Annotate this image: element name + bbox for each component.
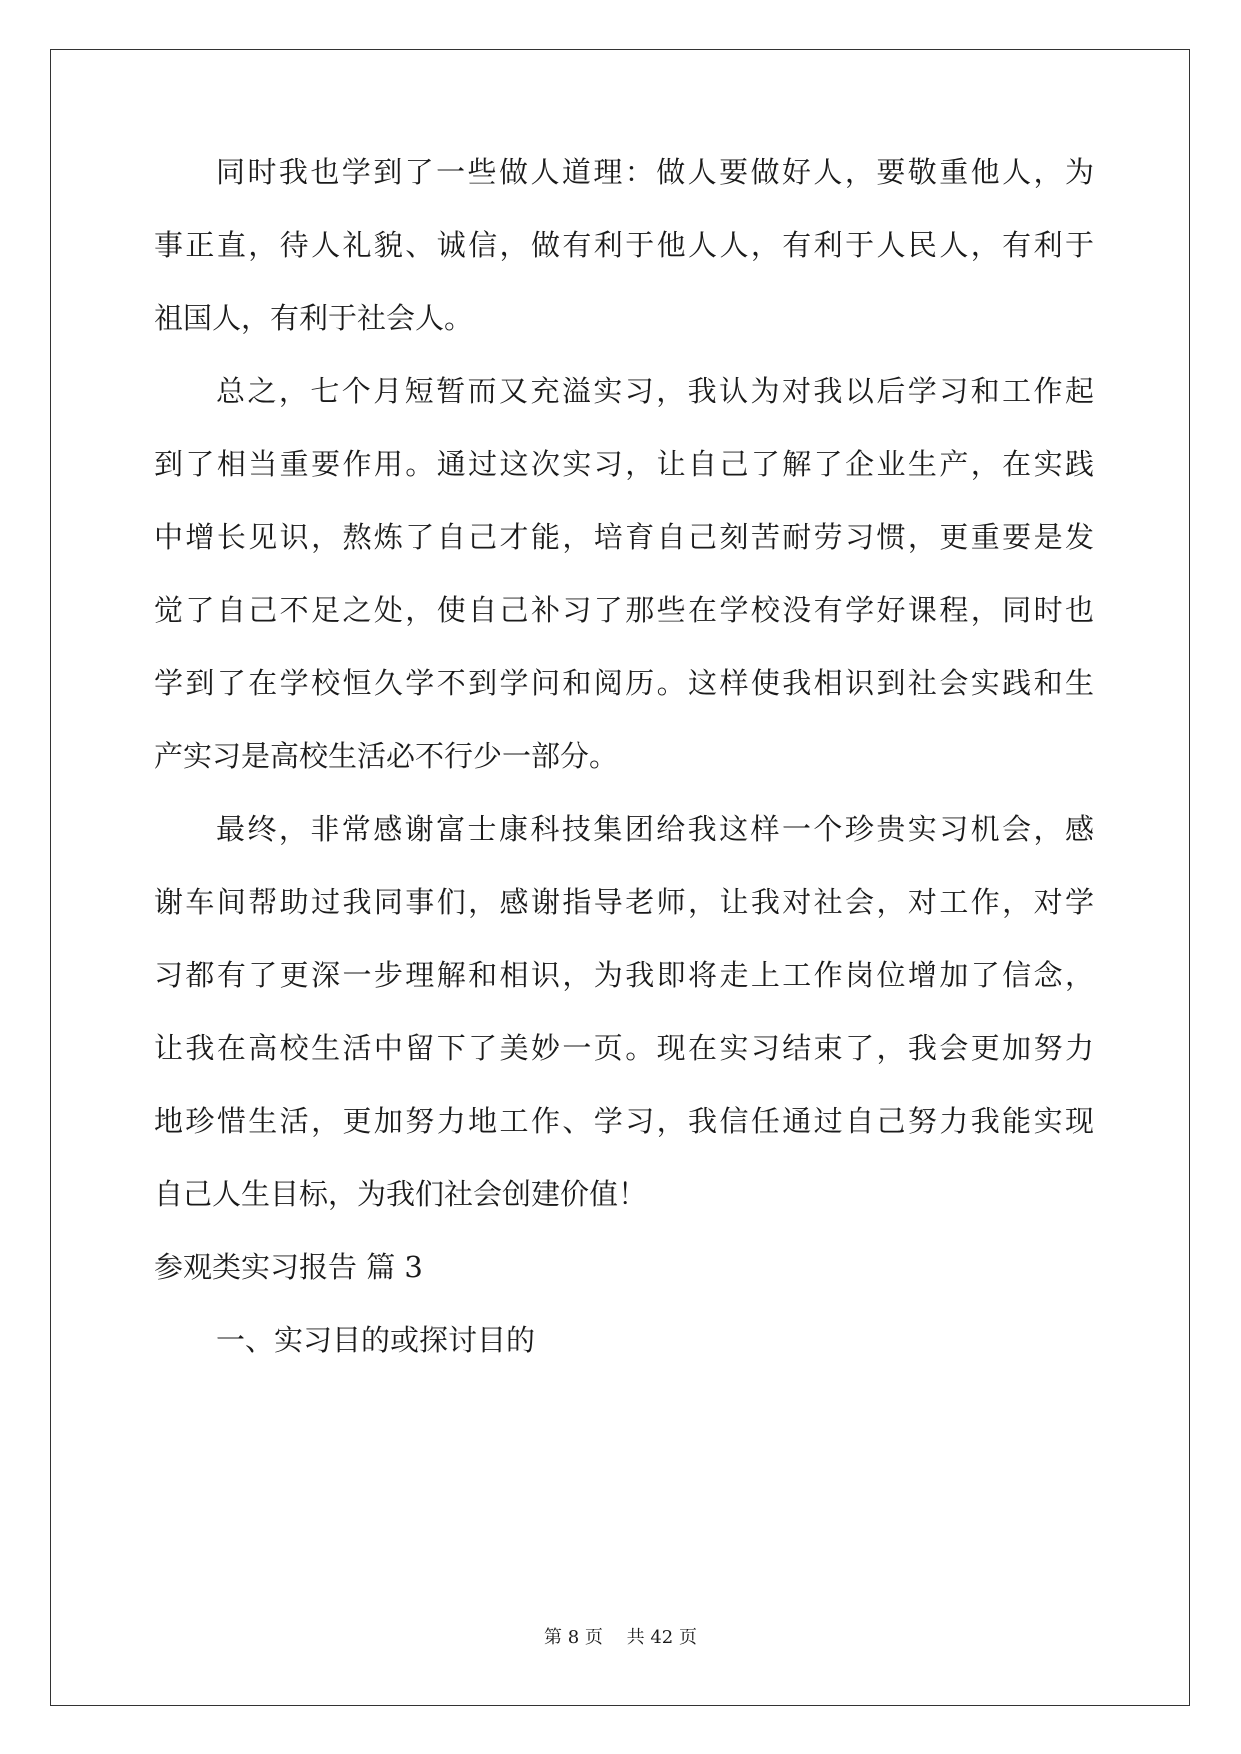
paragraph-3-line-3: 习都有了更深一步理解和相识，为我即将走上工作岗位增加了信念， (154, 958, 1094, 992)
paragraph-1-line-3: 祖国人，有利于社会人。 (154, 301, 474, 335)
paragraph-2-line-4: 觉了自己不足之处，使自己补习了那些在学校没有学好课程，同时也 (154, 593, 1094, 627)
paragraph-2-line-5: 学到了在学校恒久学不到学问和阅历。这样使我相识到社会实践和生 (154, 666, 1094, 700)
paragraph-3-line-4: 让我在高校生活中留下了美妙一页。现在实习结束了，我会更加努力 (154, 1031, 1094, 1065)
paragraph-2-line-2: 到了相当重要作用。通过这次实习，让自己了解了企业生产，在实践 (154, 447, 1094, 481)
paragraph-3-line-1: 最终，非常感谢富士康科技集团给我这样一个珍贵实习机会，感 (216, 812, 1094, 846)
section-heading: 参观类实习报告 篇 3 (154, 1250, 423, 1284)
paragraph-1-line-2: 事正直，待人礼貌、诚信，做有利于他人人，有利于人民人，有利于 (154, 228, 1094, 262)
subheading: 一、实习目的或探讨目的 (216, 1323, 536, 1357)
page-footer: 第 8 页 共 42 页 (544, 1627, 697, 1648)
paragraph-2-line-6: 产实习是高校生活必不行少一部分。 (154, 739, 619, 773)
paragraph-3-line-5: 地珍惜生活，更加努力地工作、学习，我信任通过自己努力我能实现 (154, 1104, 1094, 1138)
paragraph-3-line-2: 谢车间帮助过我同事们，感谢指导老师，让我对社会，对工作，对学 (154, 885, 1094, 919)
paragraph-1-line-1: 同时我也学到了一些做人道理：做人要做好人，要敬重他人，为 (216, 155, 1094, 189)
paragraph-2-line-1: 总之，七个月短暂而又充溢实习，我认为对我以后学习和工作起 (216, 374, 1094, 408)
paragraph-2-line-3: 中增长见识，熬炼了自己才能，培育自己刻苦耐劳习惯，更重要是发 (154, 520, 1094, 554)
paragraph-3-line-6: 自己人生目标，为我们社会创建价值！ (154, 1177, 648, 1211)
